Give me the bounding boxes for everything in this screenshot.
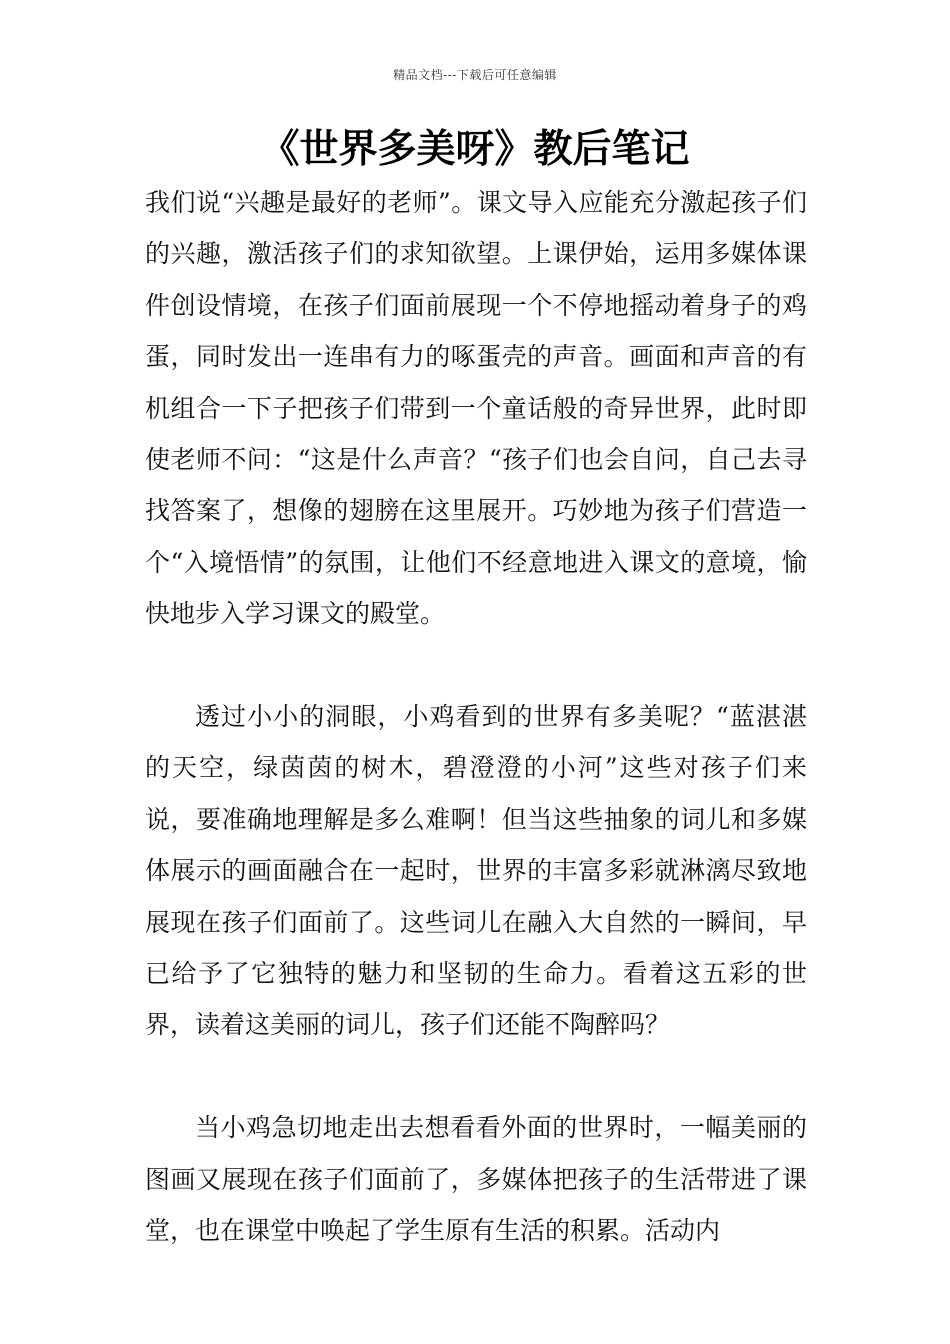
document-title: 《世界多美呀》教后笔记	[260, 127, 690, 172]
paragraph-1: 我们说“兴趣是最好的老师”。课文导入应能充分激起孩子们的兴趣，激活孩子们的求知欲望。上课伊始，运用多媒体课件创设情境，在孩子们面前展现一个不停地摇动着身子的鸡蛋，同时发出一连串有力的啄蛋壳的声音。画面和声音的有机组合一下子把孩子们带到一个童话般的奇异世界，此时即使老师不问：“这是什么声音？“孩子们也会自问，自己去寻找答案了，想像的翅膀在这里展开。巧妙地为孩子们营造一个“入境悟情”的氛围，让他们不经意地进入课文的意境，愉快地步入学习课文的殿堂。	[145, 188, 807, 629]
paragraph-spacer	[145, 640, 807, 691]
paragraph-spacer	[145, 1051, 807, 1102]
paragraph-3: 当小鸡急切地走出去想看看外面的世界时，一幅美丽的图画又展现在孩子们面前了，多媒体把孩子的生活带进了课堂，也在课堂中唤起了学生原有生活的积累。活动内	[145, 1113, 807, 1246]
paragraph-2: 透过小小的洞眼，小鸡看到的世界有多美呢？“蓝湛湛的天空，绿茵茵的树木，碧澄澄的小河”这些对孩子们来说，要准确地理解是多么难啊！但当这些抽象的词儿和多媒体展示的画面融合在一起时，世界的丰富多彩就淋漓尽致地展现在孩子们面前了。这些词儿在融入大自然的一瞬间，早已给予了它独特的魅力和坚韧的生命力。看着这五彩的世界，读着这美丽的词儿，孩子们还能不陶醉吗？	[145, 702, 807, 1040]
header-note: 精品文档---下载后可任意编辑	[393, 68, 557, 82]
document-body	[145, 177, 807, 1257]
